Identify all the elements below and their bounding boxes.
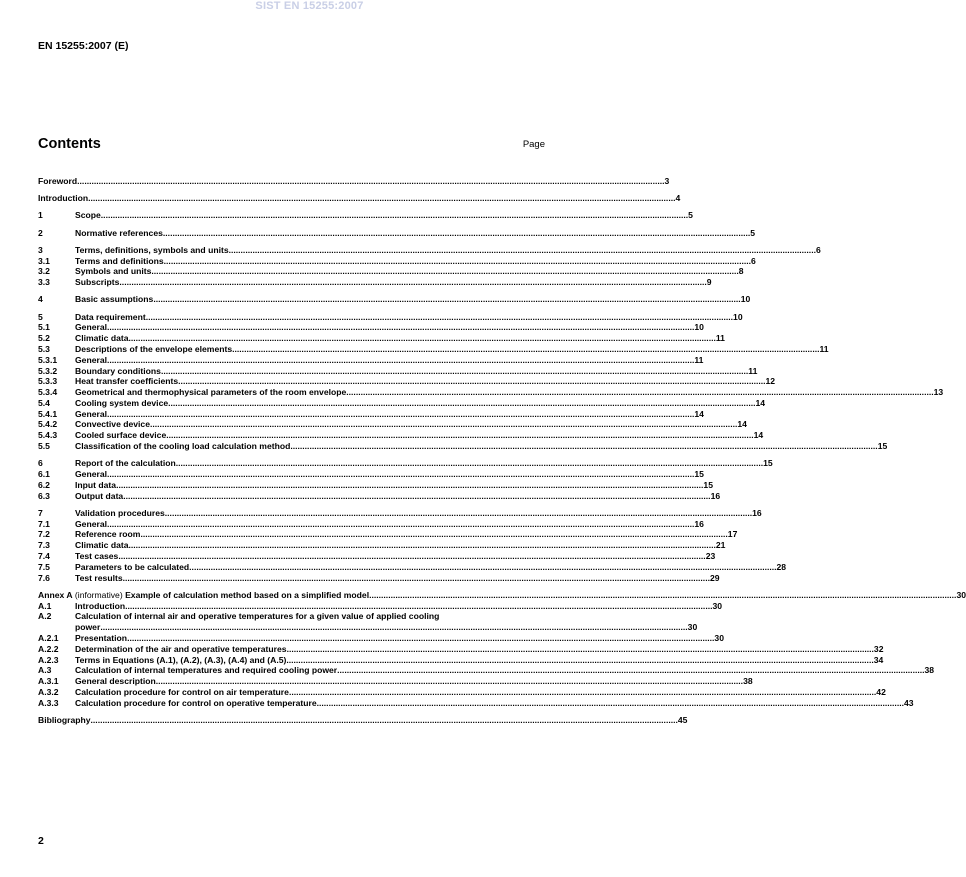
toc-entry-number: A.2.3	[38, 654, 59, 665]
toc-entry[interactable]	[38, 354, 704, 366]
toc-entry-number: 1	[38, 210, 43, 221]
leader-dots	[165, 508, 752, 519]
toc-entry[interactable]	[38, 441, 888, 452]
toc-entry-number: 5.3.2	[38, 365, 58, 376]
toc-entry-number: 6.1	[38, 469, 50, 480]
toc-entry[interactable]	[38, 633, 724, 644]
toc-entry-page: 38	[924, 665, 935, 676]
toc-entry-page: 11	[819, 343, 829, 354]
toc-entry-title: Parameters to be calculated	[75, 561, 190, 572]
toc-entry[interactable]	[38, 408, 704, 420]
toc-entry-page: 17	[727, 529, 738, 540]
toc-entry-page: 14	[694, 408, 704, 419]
toc-entry-title: Reference room	[75, 529, 141, 540]
toc-entry-title: Climatic data	[75, 333, 129, 344]
toc-entry-number: 5	[38, 311, 43, 322]
toc-entry-page: 12	[765, 376, 776, 387]
annex-note: (informative)	[72, 589, 126, 600]
toc-entry-number: 3	[38, 244, 43, 255]
leader-dots	[178, 376, 765, 387]
leader-dots	[123, 491, 710, 502]
toc-entry-page: 43	[903, 697, 914, 708]
toc-entry-number: 4	[38, 294, 43, 305]
toc-entry-number: 3.3	[38, 277, 50, 288]
toc-entry-title: Symbols and units	[75, 266, 152, 277]
toc-entry-number: 2	[38, 227, 43, 238]
toc-entry-title: Basic assumptions	[75, 294, 154, 305]
leader-dots	[127, 633, 714, 644]
toc-entry[interactable]	[38, 294, 751, 305]
leader-dots	[337, 665, 924, 676]
toc-entry-a2[interactable]	[38, 611, 698, 633]
toc-entry[interactable]	[38, 397, 766, 409]
page-column-label: Page	[522, 139, 545, 150]
leader-dots	[164, 256, 751, 267]
table-of-contents	[38, 176, 966, 726]
toc-entry-number: 6.2	[38, 479, 50, 490]
toc-entry[interactable]	[38, 469, 704, 480]
leader-dots	[289, 687, 876, 698]
leader-dots	[107, 322, 694, 333]
toc-entry-number: 7.4	[38, 551, 50, 562]
toc-entry-page: 11	[715, 333, 725, 344]
toc-entry[interactable]	[38, 430, 764, 441]
leader-dots	[161, 366, 748, 377]
leader-dots	[286, 655, 873, 666]
toc-entry[interactable]	[38, 551, 716, 562]
toc-entry-number: 7	[38, 507, 43, 518]
leader-dots	[107, 409, 694, 420]
toc-entry-title: Boundary conditions	[75, 365, 161, 376]
leader-dots	[123, 573, 710, 584]
toc-entry-title	[38, 590, 369, 601]
toc-entry-page: 30	[687, 622, 698, 633]
toc-entry-page: 42	[876, 686, 886, 697]
toc-entry-title: Cooled surface device	[75, 430, 167, 441]
toc-entry-page: 15	[694, 469, 704, 480]
page-number: 2	[38, 835, 44, 847]
toc-entry-page: 6	[815, 244, 821, 255]
toc-entry-page: 14	[755, 397, 766, 408]
toc-entry-number: A.3.3	[38, 697, 59, 708]
toc-entry-title: Calculation procedure for control on operative temperature	[75, 697, 317, 708]
toc-entry-title: Geometrical and thermophysical parameters of the room envelope	[75, 387, 347, 398]
leader-dots	[163, 228, 750, 239]
toc-entry-title: General	[75, 469, 108, 480]
toc-entry[interactable]	[38, 387, 944, 398]
toc-entry-number: 6.3	[38, 490, 50, 501]
toc-entry-title: Output data	[75, 490, 124, 501]
toc-entry-number: 5.4	[38, 397, 50, 408]
toc-entry-title: Determination of the air and operative temperatures	[75, 643, 287, 654]
leader-dots	[146, 312, 733, 323]
toc-entry[interactable]	[38, 255, 756, 267]
toc-entry-title: General	[75, 408, 108, 419]
toc-entry-title: Introduction	[75, 600, 126, 611]
toc-entry-title: Heat transfer coefficients	[75, 376, 179, 387]
toc-entry-page: 29	[709, 572, 720, 583]
leader-dots	[107, 519, 694, 530]
toc-entry-number: A.2.1	[38, 633, 59, 643]
toc-entry-page: 15	[703, 479, 713, 490]
toc-entry[interactable]	[38, 244, 821, 256]
leader-dots	[101, 210, 688, 221]
toc-entry-page: 9	[706, 277, 712, 288]
toc-entry-number: 5.4.1	[38, 408, 58, 419]
leader-dots	[129, 540, 716, 551]
toc-entry-page: 30	[956, 589, 966, 600]
toc-entry-title: General description	[75, 676, 156, 687]
leader-dots	[168, 398, 755, 409]
toc-entry-number: 5.4.2	[38, 419, 58, 430]
toc-entry-page: 16	[694, 518, 704, 529]
toc-entry-number: 5.3.3	[38, 376, 58, 387]
toc-entry-page: 5	[750, 227, 756, 238]
toc-entry-page: 4	[675, 193, 681, 204]
toc-entry-page: 16	[710, 490, 721, 501]
toc-entry-page: 16	[752, 507, 762, 518]
toc-entry[interactable]	[38, 686, 886, 698]
toc-entry-number: 3.1	[38, 255, 50, 266]
toc-annex-section	[38, 600, 723, 612]
leader-dots	[129, 333, 716, 344]
toc-entry-title: Test cases	[75, 551, 119, 562]
toc-entry-number: 5.1	[38, 322, 50, 333]
toc-entry-number: 5.2	[38, 333, 50, 344]
toc-entry-page: 28	[776, 561, 787, 572]
document-id: EN 15255:2007 (E)	[38, 40, 129, 52]
leader-dots	[346, 387, 933, 398]
toc-entry[interactable]	[38, 697, 914, 709]
toc-entry-title: Convective device	[75, 419, 150, 430]
toc-entry-number: A.2.2	[38, 643, 59, 654]
toc-entry[interactable]	[38, 507, 762, 519]
toc-entry[interactable]	[38, 561, 787, 573]
toc-entry[interactable]	[38, 210, 693, 221]
toc-entry-page: 45	[677, 714, 688, 725]
leader-dots	[189, 562, 776, 573]
annex-label: Annex A	[38, 589, 73, 600]
leader-dots	[232, 344, 819, 355]
toc-entry-number: 6	[38, 458, 43, 469]
toc-entry-title: Normative references	[75, 227, 163, 238]
leader-dots	[287, 644, 874, 655]
toc-entry-page: 10	[740, 294, 751, 305]
toc-entry-title: Cooling system device	[75, 397, 169, 408]
toc-entry-number: A.3	[38, 665, 52, 676]
toc-entry-number: 5.5	[38, 441, 50, 452]
toc-entry-page: 14	[737, 419, 747, 430]
toc-entry[interactable]	[38, 518, 704, 530]
toc-entry[interactable]	[38, 365, 758, 377]
toc-entry-title: Descriptions of the envelope elements	[75, 343, 233, 354]
toc-entry[interactable]	[38, 419, 747, 430]
toc-entry[interactable]	[38, 458, 773, 469]
toc-entry-title: Calculation procedure for control on air temperature	[75, 686, 289, 697]
toc-entry-title: General	[75, 518, 108, 529]
toc-entry-number: A.1	[38, 600, 52, 611]
leader-dots	[91, 715, 678, 726]
toc-entry-bibliography[interactable]	[38, 714, 688, 726]
toc-entry-title: Bibliography	[38, 714, 91, 725]
leader-dots	[176, 458, 763, 469]
toc-entry-title: Scope	[75, 210, 101, 221]
toc-entry-number: 7.1	[38, 518, 50, 529]
toc-entry-page: 30	[712, 600, 723, 611]
toc-entry[interactable]	[38, 540, 726, 551]
toc-entry-page: 13	[933, 387, 944, 398]
toc-entry-page: 32	[873, 643, 884, 654]
toc-entry[interactable]	[38, 176, 670, 187]
toc-entry-page: 3	[664, 176, 670, 186]
toc-entry[interactable]	[38, 227, 756, 239]
toc-entry[interactable]	[38, 572, 720, 584]
toc-entry-page: 10	[694, 322, 704, 333]
toc-entry-page: 15	[877, 441, 888, 452]
toc-entry-title: Introduction	[38, 193, 89, 204]
leader-dots	[153, 294, 740, 305]
toc-entry-number: A.3.2	[38, 686, 59, 697]
leader-dots	[88, 193, 675, 204]
toc-entry-title: Input data	[75, 479, 117, 490]
toc-entry-number: 7.5	[38, 561, 50, 572]
toc-entry-page: 10	[733, 311, 743, 322]
annex-title: Example of calculation method based on a simplified model	[125, 589, 370, 600]
contents-title: Contents	[38, 136, 101, 152]
toc-entry-page: 38	[743, 676, 753, 687]
leader-dots	[107, 469, 694, 480]
toc-entry-page: 14	[753, 430, 764, 441]
toc-entry-title: Terms in Equations (A.1), (A.2), (A.3), (A.4) and (A.5)	[75, 654, 287, 665]
toc-entry-number: 7.2	[38, 529, 50, 540]
leader-dots	[156, 676, 743, 687]
toc-entry-number: 5.3.1	[38, 354, 58, 365]
toc-entry[interactable]	[38, 333, 725, 344]
toc-entry-page: 15	[763, 458, 773, 469]
toc-entry-number: A.2	[38, 611, 52, 622]
toc-entry-number: 5.3.4	[38, 387, 58, 398]
toc-entry-title: Terms and definitions	[75, 255, 164, 266]
toc-main-section	[38, 176, 944, 583]
leader-dots	[118, 551, 705, 562]
toc-entry-title: Foreword	[38, 176, 78, 186]
toc-entry[interactable]	[38, 376, 776, 387]
toc-entry[interactable]	[38, 479, 713, 491]
toc-entry-title: Validation procedures	[75, 507, 165, 518]
toc-entry-number: 7.6	[38, 572, 50, 583]
toc-entry-page: 6	[751, 255, 756, 266]
toc-entry-title: Presentation	[75, 633, 128, 643]
leader-dots	[125, 601, 712, 612]
leader-dots	[229, 245, 816, 256]
toc-entry[interactable]	[38, 654, 884, 666]
leader-dots	[369, 590, 956, 601]
toc-entry-number: 3.2	[38, 266, 50, 277]
toc-entry-number: A.3.1	[38, 676, 59, 687]
toc-entry-page: 30	[714, 633, 724, 643]
toc-entry-page: 23	[705, 551, 716, 562]
toc-entry-title: Test results	[75, 572, 123, 583]
leader-dots	[100, 622, 687, 633]
toc-entry-title: Data requirement	[75, 311, 146, 322]
toc-entry-page: 5	[688, 210, 693, 221]
leader-dots	[151, 266, 738, 277]
leader-dots	[166, 430, 753, 441]
toc-entry-title-line1: Calculation of internal air and operative temperatures for a given value of applied cooling	[75, 611, 440, 622]
toc-entry[interactable]	[38, 322, 704, 333]
leader-dots	[290, 441, 877, 452]
toc-entry[interactable]	[38, 311, 743, 323]
toc-entry-number: 5.3	[38, 343, 50, 354]
toc-entry-title: Report of the calculation	[75, 458, 176, 469]
leader-dots	[116, 480, 703, 491]
toc-entry-title: General	[75, 322, 108, 333]
toc-entry-number: 5.4.3	[38, 430, 58, 441]
toc-entry-title: Subscripts	[75, 277, 120, 288]
toc-entry[interactable]	[38, 490, 721, 502]
toc-entry-title: General	[75, 354, 108, 365]
toc-entry[interactable]	[38, 343, 829, 355]
toc-annex-section-2	[38, 633, 935, 709]
leader-dots	[140, 529, 727, 540]
leader-dots	[107, 355, 694, 366]
toc-entry-title: Terms, definitions, symbols and units	[75, 244, 229, 255]
leader-dots	[150, 419, 737, 430]
toc-entry[interactable]	[38, 665, 935, 676]
toc-entry-title: Classification of the cooling load calculation method	[75, 441, 291, 452]
toc-entry[interactable]	[38, 600, 723, 612]
toc-entry-number: 7.3	[38, 540, 50, 551]
toc-entry-annex-a[interactable]	[38, 589, 966, 601]
toc-entry[interactable]	[38, 266, 744, 277]
leader-dots	[317, 698, 904, 709]
toc-entry-title: Climatic data	[75, 540, 129, 551]
toc-entry-page: 11	[694, 354, 704, 365]
toc-entry[interactable]	[38, 529, 738, 540]
toc-entry[interactable]	[38, 277, 712, 288]
watermark: SIST EN 15255:2007	[255, 0, 364, 12]
toc-entry[interactable]	[38, 643, 884, 655]
toc-entry-page: 34	[873, 654, 884, 665]
toc-entry-title: Calculation of internal temperatures and required cooling power	[75, 665, 338, 676]
toc-entry-page: 21	[715, 540, 726, 551]
toc-entry[interactable]	[38, 193, 681, 204]
leader-dots	[77, 176, 664, 187]
toc-entry-page: 8	[738, 266, 744, 277]
leader-dots	[119, 277, 706, 288]
toc-entry[interactable]	[38, 676, 753, 687]
toc-entry-page: 11	[748, 365, 758, 376]
toc-entry-title-line2: power	[75, 622, 101, 633]
